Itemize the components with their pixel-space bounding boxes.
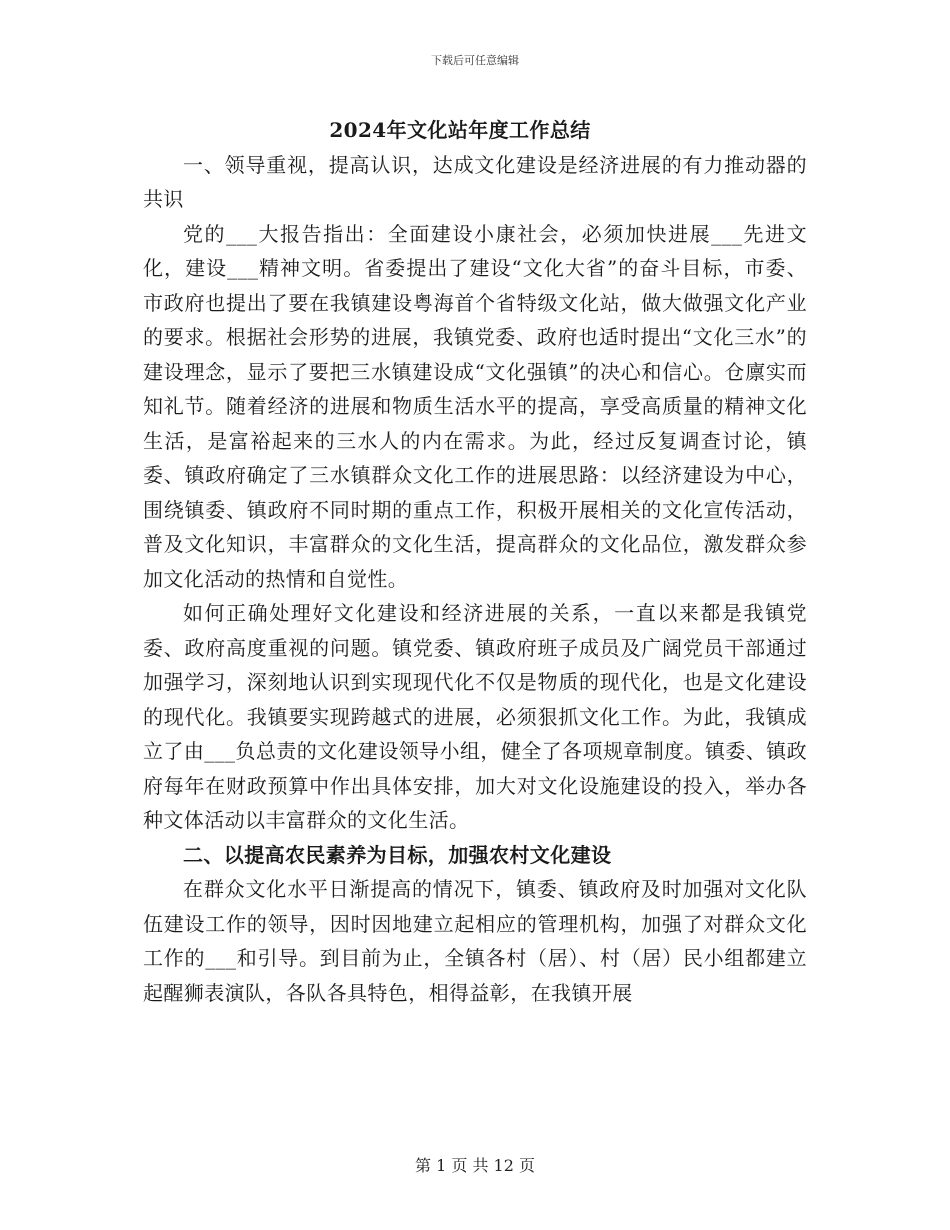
- paragraph-team-building: 在群众文化水平日渐提高的情况下，镇委、镇政府及时加强对文化队伍建设工作的领导，因时因地建立起相应的管理机构，加强了对群众文化工作的___和引导。到目前为止，全镇各村（居）、村（居）民小组都建立起醒狮表演队，各队各具特色，相得益彰，在我镇开展: [143, 877, 807, 1005]
- paragraph-section-2-heading: 二、以提高农民素养为目标，加强农村文化建设: [183, 842, 612, 867]
- paragraph-culture-economy: 如何正确处理好文化建设和经济进展的关系，一直以来都是我镇党委、政府高度重视的问题。镇党委、镇政府班子成员及广阔党员干部通过加强学习，深刻地认识到实现现代化不仅是物质的现代化，也是文化建设的现代化。我镇要实现跨越式的进展，必须狠抓文化工作。为此，我镇成立了由___负总责的文化建设领导小组，健全了各项规章制度。镇委、镇政府每年在财政预算中作出具体安排，加大对文化设施建设的投入，举办各种文体活动以丰富群众的文化生活。: [143, 601, 807, 832]
- document-body: [143, 113, 807, 1010]
- page-header-note: 下载后可任意编辑: [431, 54, 519, 67]
- paragraph-report-intro: 党的___大报告指出：全面建设小康社会，必须加快进展___先进文化，建设___精神文明。省委提出了建设“文化大省”的奋斗目标，市委、市政府也提出了要在我镇建设粤海首个省特级文化站，做大做强文化产业的要求。根据社会形势的进展，我镇党委、政府也适时提出“文化三水”的建设理念，显示了要把三水镇建设成“文化强镇”的决心和信心。仓廪实而知礼节。随着经济的进展和物质生活水平的提高，享受高质量的精神文化生活，是富裕起来的三水人的内在需求。为此，经过反复调查讨论，镇委、镇政府确定了三水镇群众文化工作的进展思路：以经济建设为中心，围绕镇委、镇政府不同时期的重点工作，积极开展相关的文化宣传活动，普及文化知识，丰富群众的文化生活，提高群众的文化品位，激发群众参加文化活动的热情和自觉性。: [143, 221, 807, 591]
- paragraph-section-1-heading: 一、领导重视，提高认识，达成文化建设是经济进展的有力推动器的共识: [143, 152, 807, 211]
- document-title: 2024年文化站年度工作总结: [329, 118, 591, 142]
- page-number: 第 1 页 共 12 页: [415, 1156, 535, 1175]
